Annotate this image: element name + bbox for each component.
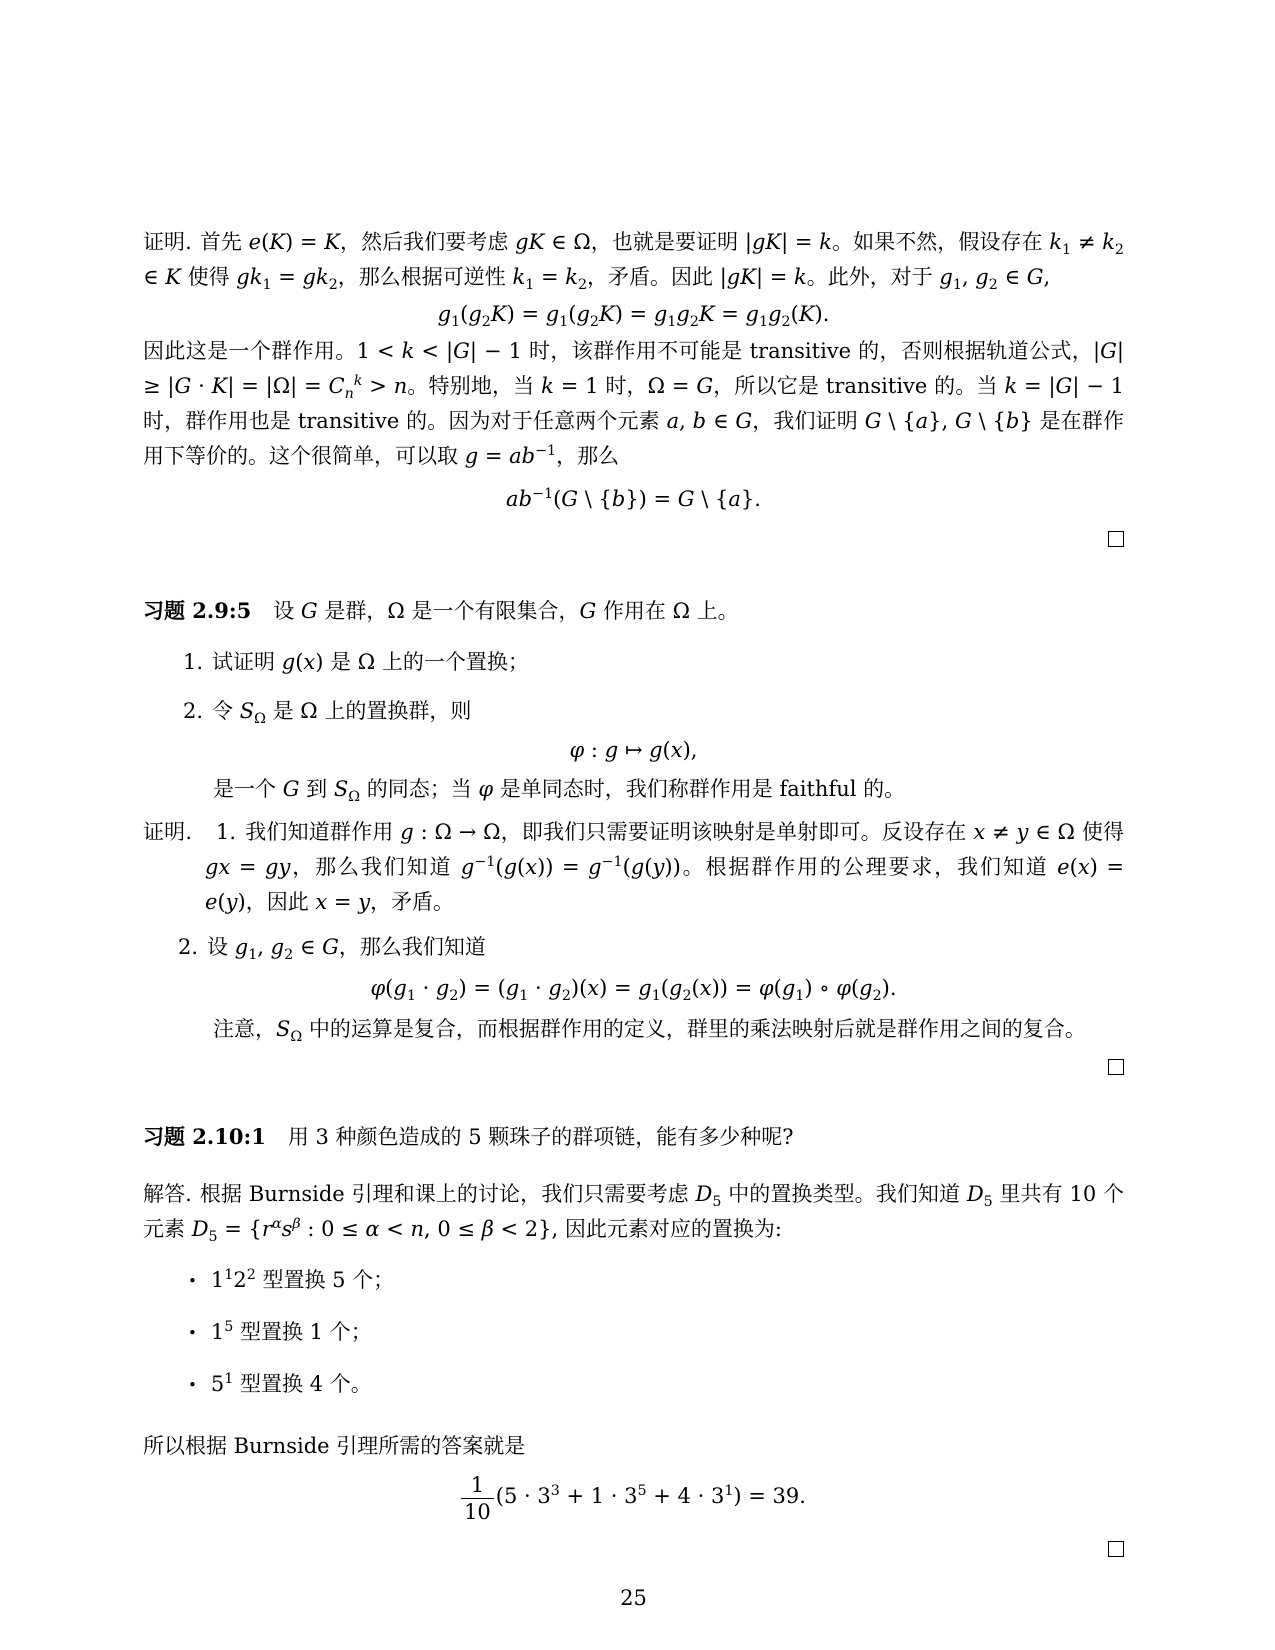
exercise-295-label: 习题 2.9:5 <box>143 598 252 623</box>
display-equation-homomorphism: $\varphi(g_1 \cdot g_2) = (g_1 \cdot g_2)(x) = g_1(g_2(x)) = \varphi(g_1)$ ∘ $\varphi(g_2)$. <box>370 976 897 1005</box>
exercise-295-intro: 设 G 是群，Ω 是一个有限集合，G 作用在 Ω 上。 <box>273 599 739 623</box>
display-equation-phi-map: φ : g ↦ g(x), <box>569 738 698 762</box>
proof-295-note: 注意，$S_\Omega$ 中的运算是复合，而根据群作用的定义，群里的乘法映射后就是群作用之间的复合。 <box>213 1017 1086 1046</box>
bullet-text: $1^12^2$ 型置换 5 个； <box>210 1267 395 1292</box>
item-number: 2. <box>183 699 204 723</box>
exercise-295-item-2 <box>143 694 1124 729</box>
item-text: 试证明 g(x) 是 Ω 上的一个置换； <box>212 650 529 674</box>
bullet-text: $5^1$ 型置换 4 个。 <box>210 1371 372 1396</box>
bullet-item-cycle-type-2 <box>143 1315 1124 1351</box>
proof-295-item-1 <box>143 815 1124 920</box>
item-number: 1. <box>183 650 204 674</box>
fraction-denominator: 10 <box>461 1498 494 1525</box>
solution-label: 解答. <box>143 1182 192 1206</box>
exercise-2101-label: 习题 2.10:1 <box>143 1124 266 1149</box>
qed-row <box>143 1059 1124 1075</box>
exercise-2101-heading <box>143 1119 1124 1155</box>
proof-subsets-paragraph-2: 因此这是一个群作用。1 < k < |G| − 1 时，该群作用不可能是 transitive 的，否则根据轨道公式，$|G| \ge |G \cdot K| = |\Omega| = C_n^k > n$。特别地，当 k = 1 时，Ω = G，所以它是 transitive 的。当 k = |G| − 1 时，群作用也是 transitive 的。因为对于任意两个元素 a, b ∈ G，我们证明 G \ {a}, G \ {b} 是在群作用下等价的。这个很简单，可以取 $g = ab^{-1}$，那么 <box>143 339 1125 468</box>
qed-row <box>143 531 1124 547</box>
page-number: 25 <box>620 1586 647 1610</box>
exercise-2101-intro: 用 3 种颜色造成的 5 颗珠子的群项链，能有多少种呢? <box>287 1125 794 1149</box>
bullet-icon: • <box>188 1376 197 1394</box>
bullet-icon: • <box>188 1324 197 1342</box>
item-text: 令 $S_\Omega$ 是 Ω 上的置换群，则 <box>212 699 472 728</box>
fraction-numerator: 1 <box>470 1473 485 1497</box>
bullet-text: $1^5$ 型置换 1 个； <box>210 1319 372 1344</box>
bullet-item-cycle-type-3 <box>143 1367 1124 1403</box>
solution-body: 根据 Burnside 引理和课上的讨论，我们只需要考虑 $D_5$ 中的置换类型。我们知道 $D_5$ 里共有 10 个元素 $D_5 = \{r^\alpha s^\beta$ : 0 ≤ α < n, 0 ≤ β < 2}, 因此元素对应的置换为: <box>143 1182 1124 1246</box>
item-number: 2. <box>178 935 199 959</box>
qed-row <box>143 1541 1124 1557</box>
exercise-295-heading <box>143 593 1124 629</box>
proof-label: 证明. <box>143 820 193 844</box>
exercise-295-item-2-continuation: 是一个 G 到 $S_\Omega$ 的同态；当 φ 是单同态时，我们称群作用是 faithful 的。 <box>213 777 906 806</box>
proof-subsets-paragraph-1 <box>143 225 1124 295</box>
display-equation-ab-inverse: $ab^{-1}(G$ \ {b}) = G \ {a}. <box>506 486 761 511</box>
conclusion-line: 所以根据 Burnside 引理所需的答案就是 <box>143 1434 526 1458</box>
fraction <box>461 1472 494 1525</box>
proof-subsets-body-1: 首先 e(K) = K，然后我们要考虑 gK ∈ Ω，也就是要证明 |gK| = k。如果不然，假设存在 $k_1 \ne k_2$ ∈ K 使得 $gk_1 = gk_2$，那么根据可逆性 $k_1 = k_2$，矛盾。因此 |gK| = k。此外，对于 $g_1$, $g_2$ ∈ G, <box>143 230 1124 294</box>
text-column <box>143 0 1124 1637</box>
display-equation-group-action: $g_1(g_2K) = g_1(g_2K) = g_1g_2K = g_1g_2(K)$. <box>437 302 830 331</box>
proof-label: 证明. <box>143 230 192 254</box>
item-number: 1. <box>216 820 237 844</box>
qed-symbol <box>1108 1541 1124 1557</box>
bullet-item-cycle-type-1 <box>143 1263 1124 1299</box>
solution-paragraph <box>143 1177 1124 1247</box>
exercise-295-item-1 <box>143 645 1124 680</box>
display-equation-burnside-count <box>143 1472 1124 1525</box>
final-expression: $(5 \cdot 3^3 + 1 \cdot 3^5 + 4 \cdot 3^1) = 39$. <box>495 1483 806 1508</box>
proof-295-item-2 <box>143 930 1124 965</box>
qed-symbol <box>1108 1059 1124 1075</box>
item-text: 设 $g_1$, $g_2$ ∈ G，那么我们知道 <box>207 935 486 964</box>
qed-symbol <box>1108 531 1124 547</box>
bullet-icon: • <box>188 1272 197 1290</box>
item-text: 我们知道群作用 g : Ω → Ω，即我们只需要证明该映射是单射即可。反设存在 x ≠ y ∈ Ω 使得 gx = gy，那么我们知道 $g^{-1}(g(x)) = g^{-1}(g(y))$。根据群作用的公理要求，我们知道 e(x) = e(y)，因此 x = y，矛盾。 <box>205 820 1124 914</box>
